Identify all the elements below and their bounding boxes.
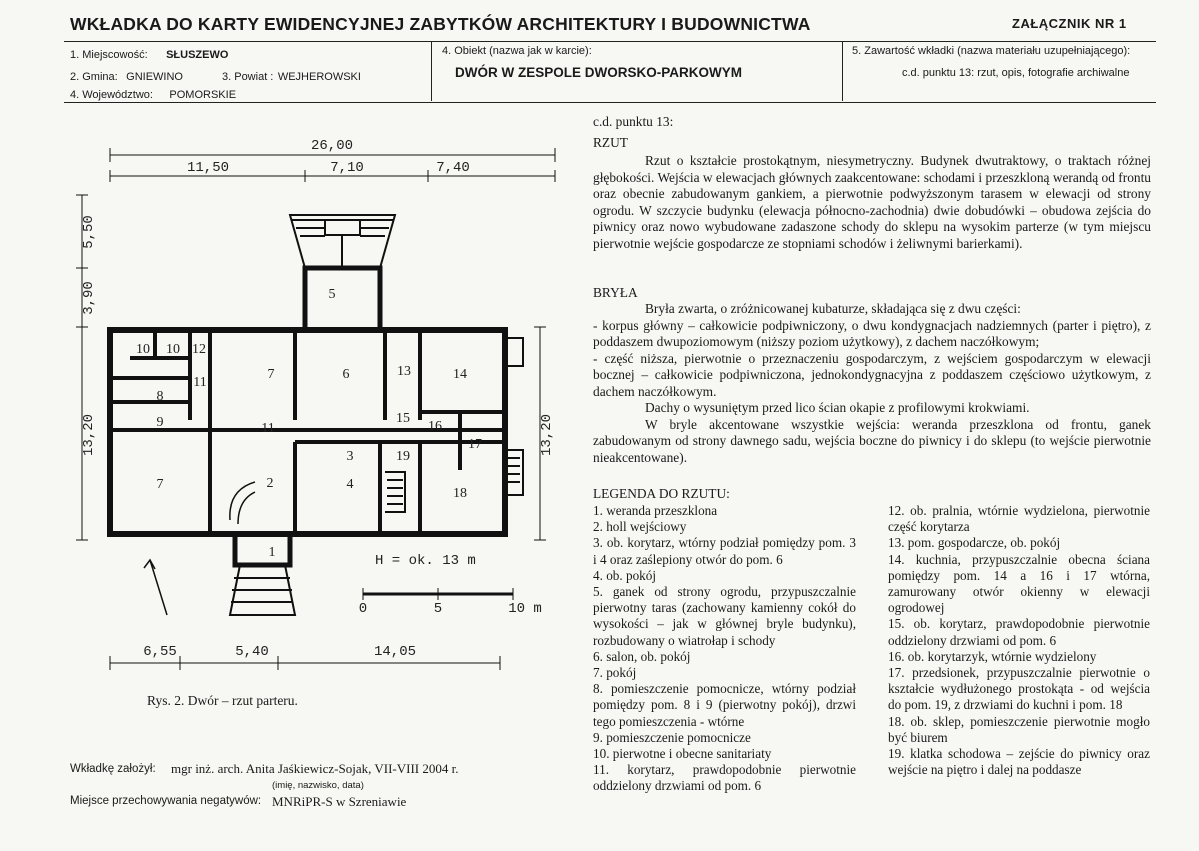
room-11b: 11 [261, 421, 275, 436]
dim-bottom-1: 6,55 [143, 644, 177, 660]
legend-item: 3. ob. korytarz, wtórny podział pomiędzy pom. 3 i 4 oraz zaślepiony otwór do pom. 6 [593, 535, 856, 567]
legend-item: 19. klatka schodowa – zejście do piwnicy oraz wejście na piętro i dalej na poddasze [888, 746, 1150, 778]
bryla-paragraph: - część niższa, pierwotnie o przeznaczeniu gospodarczym, z wejściem gospodarczym w elewacji bocznej – całkowicie podpiwniczona, jednokondygnacyjna z poddaszem częściowo użytkowym, z dachem naczółkowym. [593, 350, 1151, 399]
scale-label-0: 0 [358, 601, 368, 617]
dim-left-3: 13,20 [81, 413, 97, 457]
room-3: 3 [346, 449, 354, 464]
bryla-heading: BRYŁA [593, 285, 638, 300]
legend-item: 13. pom. gospodarcze, ob. pokój [888, 535, 1061, 551]
room-18: 18 [453, 486, 467, 501]
header-divider [431, 41, 432, 101]
contents-label: 5. Zawartość wkładki (nazwa materiału uzupełniającego): [852, 45, 1131, 57]
figure-caption: Rys. 2. Dwór – rzut parteru. [147, 693, 298, 708]
legend-item: 18. ob. sklep, pomieszczenie pierwotnie mogło być biurem [888, 713, 1150, 745]
voivodeship-value: POMORSKIE [169, 89, 237, 101]
room-8: 8 [156, 389, 164, 404]
place-label: 1. Miejscowość: [70, 49, 148, 61]
commune-label: 2. Gmina: [70, 71, 118, 83]
bryla-paragraph: Dachy o wysuniętym przed lico ścian okapie z profilowymi krokwiami. [645, 400, 1030, 415]
north-arrow-icon [144, 560, 167, 615]
room-12: 12 [192, 342, 206, 357]
place-field [70, 45, 228, 63]
rzut-heading: RZUT [593, 135, 628, 150]
legend-item: 8. pomieszczenie pomocnicze, wtórny podział pomiędzy pom. 8 i 9 (pierwotny pokój), drzwi tego pomieszczenia - wtórne [593, 681, 856, 729]
place-value: SŁUSZEWO [166, 49, 229, 61]
dim-top-1: 11,50 [186, 160, 230, 176]
rzut-paragraph: Rzut o kształcie prostokątnym, niesymetryczny. Budynek dwutraktowy, o traktach różnej głębokości. Wejścia w elewacjach głównych zaakcentowane: schodami i przeszkloną werandą od frontu oraz obecnie zabudowanym gankiem, a pierwotnie podwyższonym tarasem w elewacji od strony ogrodu. W szczycie budynku (elewacja północno-zachodnia) dwie dobudówki – obudowa zejścia do piwnicy oraz nowo wybudowane zadaszone schody do sklepu na wysokim parterze (w tym miejscu pierwotnie wejście gospodarcze ze stopniami schodów i żeliwnymi barierkami). [593, 153, 1151, 251]
object-value: DWÓR W ZESPOLE DWORSKO-PARKOWYM [455, 65, 742, 80]
front-veranda-walls [235, 534, 290, 565]
scale-bar [363, 588, 513, 600]
bryla-paragraph: Bryła zwarta, o zróżnicowanej kubaturze, składająca się z dwu części: [645, 301, 1021, 316]
legend-item: 9. pomieszczenie pomocnicze [593, 729, 751, 745]
district-value: WEJHEROWSKI [277, 71, 361, 83]
room-19: 19 [396, 449, 410, 464]
dim-left-2: 3,90 [81, 281, 97, 315]
legend-item: 11. korytarz, prawdopodobnie pierwotnie oddzielony drzwiami od pom. 6 [593, 762, 856, 794]
room-7b: 7 [156, 477, 164, 492]
room-13: 13 [397, 364, 411, 379]
legend-column-left [593, 503, 856, 795]
storage-value: MNRiPR-S w Szreniawie [272, 794, 407, 809]
legend-item: 4. ob. pokój [593, 567, 657, 583]
room-15: 15 [396, 411, 410, 426]
scale-label-5: 5 [433, 601, 443, 617]
room-16: 16 [428, 419, 442, 434]
header-divider [842, 41, 843, 101]
dim-top-3: 7,40 [436, 160, 470, 176]
voivodeship-field [70, 85, 236, 103]
bryla-paragraph: W bryle akcentowane wszystkie wejścia: weranda przeszklona od frontu, ganek zabudowanym od strony dawnego sadu, wejścia boczne do piwnicy i do sklepu (to wejście pierwotnie nieakcentowane). [593, 416, 1151, 465]
legend-item: 1. weranda przeszklona [593, 503, 718, 518]
room-9: 9 [156, 415, 164, 430]
document-title: WKŁADKA DO KARTY EWIDENCYJNEJ ZABYTKÓW ARCHITEKTURY I BUDOWNICTWA [70, 14, 811, 34]
legend-item: 7. pokój [593, 665, 637, 681]
legend-item: 5. ganek od strony ogrodu, przypuszczalnie pierwotny taras (zachowany kamienny cokół do wysokości – jak w głównej bryle budynku), rozbudowany o wiatrołap i schody [593, 584, 856, 648]
commune-value: GNIEWINO [126, 71, 183, 83]
height-note: H = ok. 13 m [375, 553, 476, 569]
garden-stairs [290, 215, 395, 268]
spiral-stair [230, 482, 255, 524]
legend-item: 16. ob. korytarzyk, wtórnie wydzielony [888, 648, 1097, 664]
dim-bottom-3: 14,05 [373, 644, 417, 660]
room-4: 4 [346, 477, 354, 492]
commune-field [70, 67, 183, 85]
continuation-label: c.d. punktu 13: [593, 114, 674, 129]
voivodeship-label: 4. Województwo: [70, 89, 153, 101]
floor-plan-drawing [60, 120, 560, 680]
author-value: mgr inż. arch. Anita Jaśkiewicz-Sojak, VII-VIII 2004 r. [171, 761, 459, 776]
room-6: 6 [342, 367, 350, 382]
room-17: 17 [468, 437, 482, 452]
contents-value: c.d. punktu 13: rzut, opis, fotografie archiwalne [902, 67, 1130, 79]
dim-top-2: 7,10 [330, 160, 364, 176]
district-field [222, 67, 361, 85]
bryla-paragraph: - korpus główny – całkowicie podpiwniczony, o dwu kondygnacjach nadziemnych (parter i piętro), z poddaszem dwupoziomowym (niższy poziom użytkowy), z dachem naczółkowym; [593, 317, 1151, 349]
legend-item: 2. holl wejściowy [593, 519, 687, 535]
bryla-description [593, 301, 1151, 466]
dim-left-1: 5,50 [81, 215, 97, 249]
room-10b: 10 [166, 342, 180, 357]
legend-column-right [888, 503, 1150, 778]
author-note: (imię, nazwisko, data) [272, 780, 364, 791]
interior-walls [110, 330, 505, 534]
dim-bottom-2: 5,40 [235, 644, 269, 660]
room-7a: 7 [267, 367, 275, 382]
dim-total: 26,00 [310, 138, 354, 154]
room-5: 5 [328, 287, 336, 302]
district-label: 3. Powiat : [222, 71, 274, 83]
author-label: Wkładkę założył: [70, 763, 156, 775]
legend-item: 15. ob. korytarz, prawdopodobnie pierwotnie oddzielony drzwiami od pom. 6 [888, 616, 1150, 648]
legend-item: 6. salon, ob. pokój [593, 648, 691, 664]
scale-label-10: 10 m [508, 601, 542, 617]
annex-number: ZAŁĄCZNIK NR 1 [1012, 16, 1127, 31]
storage-label: Miejsce przechowywania negatywów: [70, 795, 262, 807]
legend-item: 17. przedsionek, przypuszczalnie pierwotnie o kształcie wydłużonego prostokąta - od wejścia do pom. 19, z drzwiami do kuchni i pom. 18 [888, 665, 1150, 713]
legend-item: 14. kuchnia, przypuszczalnie obecna ściana pomiędzy pom. 14 a 16 i 17 wtórna, zamurowany otwór okienny w elewacji ogrodowej [888, 551, 1150, 616]
room-11a: 11 [193, 375, 207, 390]
legend-item: 10. pierwotne i obecne sanitariaty [593, 746, 772, 762]
legend-heading: LEGENDA DO RZUTU: [593, 486, 730, 501]
front-stairs [230, 565, 295, 615]
room-1: 1 [268, 545, 276, 560]
room-10a: 10 [136, 342, 150, 357]
garden-porch-walls [305, 268, 380, 330]
room-2: 2 [266, 476, 274, 491]
room-14: 14 [453, 367, 467, 382]
legend-item: 12. ob. pralnia, wtórnie wydzielona, pierwotnie część korytarza [888, 503, 1150, 535]
object-label: 4. Obiekt (nazwa jak w karcie): [442, 45, 592, 57]
dim-right: 13,20 [539, 413, 555, 457]
rzut-description [593, 153, 1151, 252]
